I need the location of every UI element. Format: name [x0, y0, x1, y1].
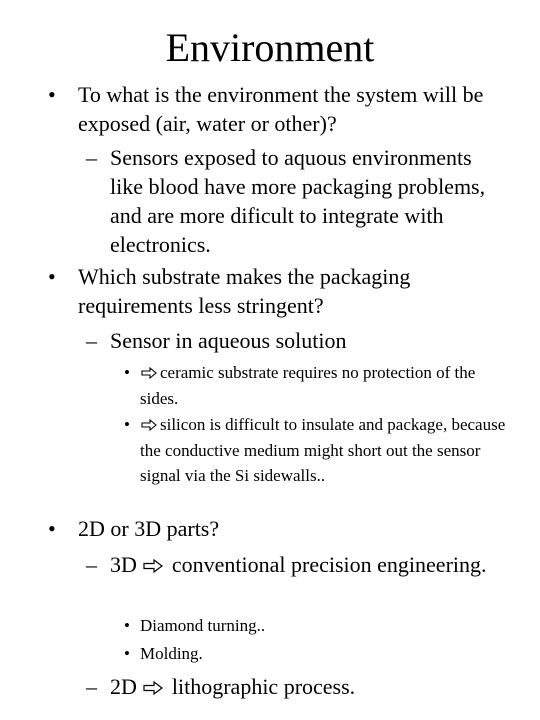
sub-sub-bullet-silicon	[124, 412, 510, 489]
page-title: Environment	[165, 25, 375, 70]
hollow-right-arrow-icon	[143, 559, 163, 573]
sub-bullet-aquous-sensors	[86, 143, 500, 259]
sub-bullet-3d	[86, 550, 500, 579]
bullet-text: Sensor in aqueous solution	[110, 328, 347, 353]
sub-sub-bullet-molding	[124, 641, 510, 667]
bullet-dash: –	[86, 552, 97, 577]
hollow-right-arrow-icon	[143, 681, 163, 695]
hollow-right-arrow-icon	[141, 367, 157, 379]
bullet-dash: –	[86, 328, 97, 353]
sub-bullet-2d	[86, 672, 500, 701]
bullet-text: Which substrate makes the packaging requirements less stringent?	[78, 264, 411, 318]
bullet-text: 2D or 3D parts?	[78, 516, 220, 541]
bullet-dot: •	[124, 363, 130, 382]
bullet-text: lithographic process.	[171, 674, 356, 699]
bullet-dot: •	[124, 415, 130, 434]
bullet-dot: •	[48, 516, 56, 541]
bullet-substrate-question	[48, 262, 518, 320]
bullet-text: Molding.	[140, 644, 203, 663]
sub-sub-bullet-diamond	[124, 613, 510, 639]
bullet-prefix: 3D	[110, 552, 137, 577]
bullet-2d-3d-question	[48, 514, 518, 543]
bullet-dash: –	[86, 145, 97, 170]
bullet-dash: –	[86, 674, 97, 699]
bullet-text: Sensors exposed to aquous environments like blood have more packaging problems, and are more dificult to integrate with electronics.	[110, 145, 486, 257]
bullet-dot: •	[48, 82, 56, 107]
bullet-prefix: 2D	[110, 674, 137, 699]
bullet-text: silicon is difficult to insulate and package, because the conductive medium might short out the sensor signal via the Si sidewalls..	[140, 415, 506, 485]
bullet-text: Diamond turning..	[140, 616, 266, 635]
bullet-dot: •	[124, 644, 130, 663]
bullet-text: To what is the environment the system will be exposed (air, water or other)?	[78, 82, 484, 136]
sub-bullet-aqueous-solution	[86, 326, 500, 355]
bullet-dot: •	[124, 616, 130, 635]
sub-sub-bullet-ceramic	[124, 360, 510, 411]
bullet-dot: •	[48, 264, 56, 289]
bullet-environment-question	[48, 80, 518, 138]
bullet-text: ceramic substrate requires no protection of the sides.	[140, 363, 476, 408]
bullet-text: conventional precision engineering.	[171, 552, 487, 577]
hollow-right-arrow-icon	[141, 419, 157, 431]
